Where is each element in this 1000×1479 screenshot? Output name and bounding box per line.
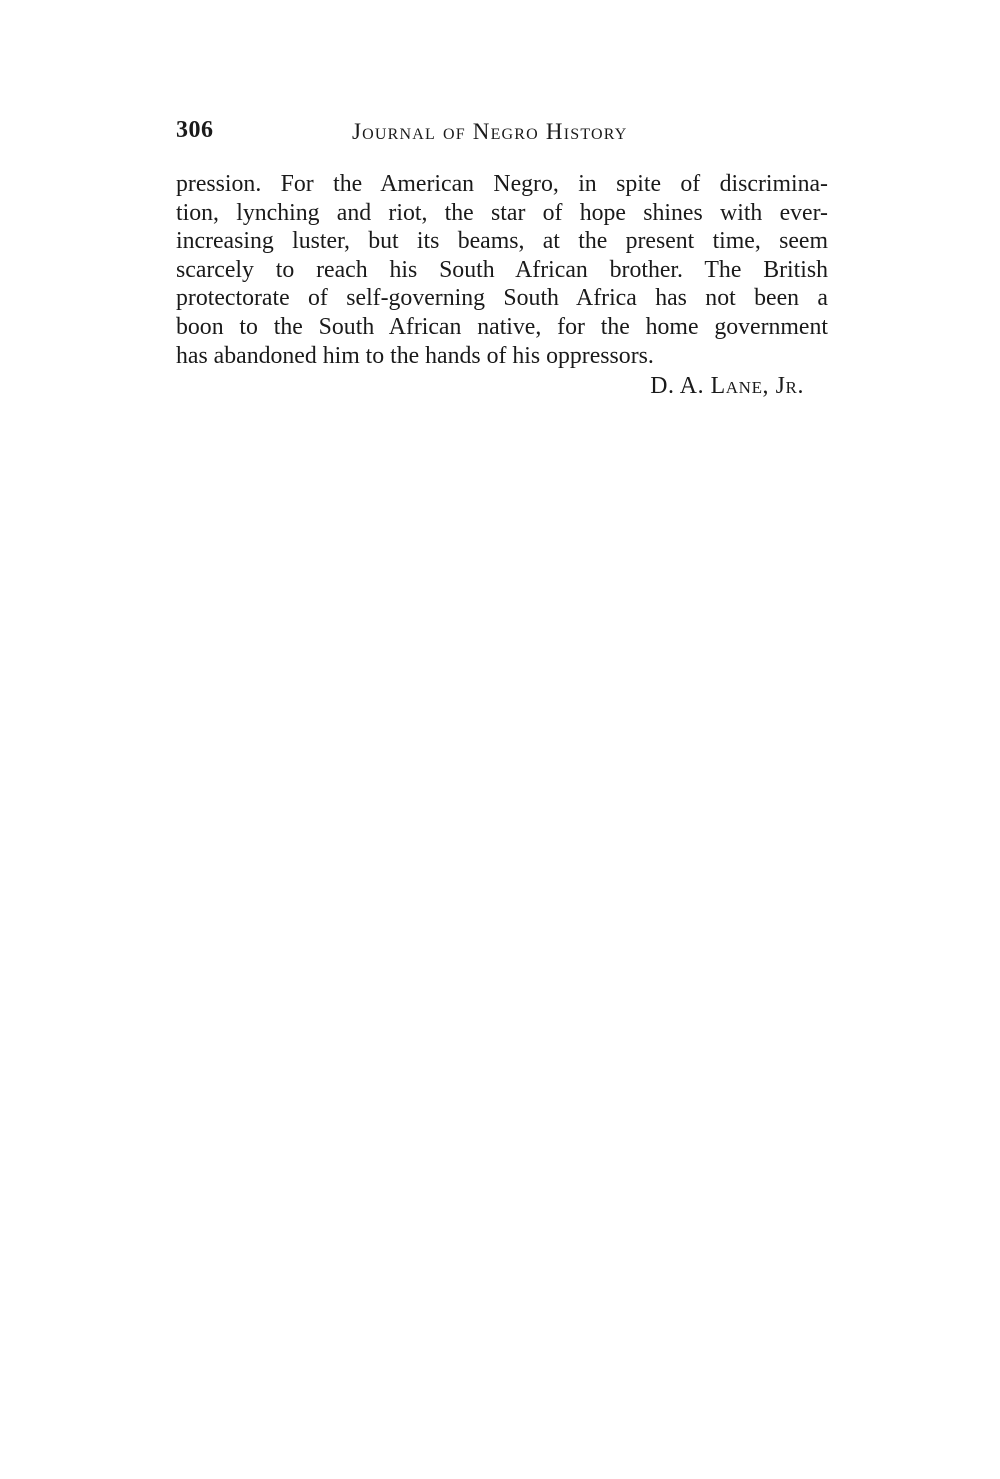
running-head [176,117,828,147]
page-number: 306 [176,117,214,143]
text-line: increasing luster, but its beams, at the present time, seem [176,228,828,255]
text-line: has abandoned him to the hands of his oppressors. [176,342,654,369]
text-line: boon to the South African native, for the home government [176,313,828,340]
article-paragraph [176,170,828,370]
text-line: tion, lynching and riot, the star of hope shines with ever- [176,199,828,226]
text-line: scarcely to reach his South African brother. The British [176,256,828,283]
author-signature: D. A. Lane, Jr. [650,373,804,399]
text-line: protectorate of self-governing South Africa has not been a [176,285,828,312]
journal-title: Journal of Negro History [352,119,628,144]
text-line: pression. For the American Negro, in spite of discrimina- [176,171,828,197]
